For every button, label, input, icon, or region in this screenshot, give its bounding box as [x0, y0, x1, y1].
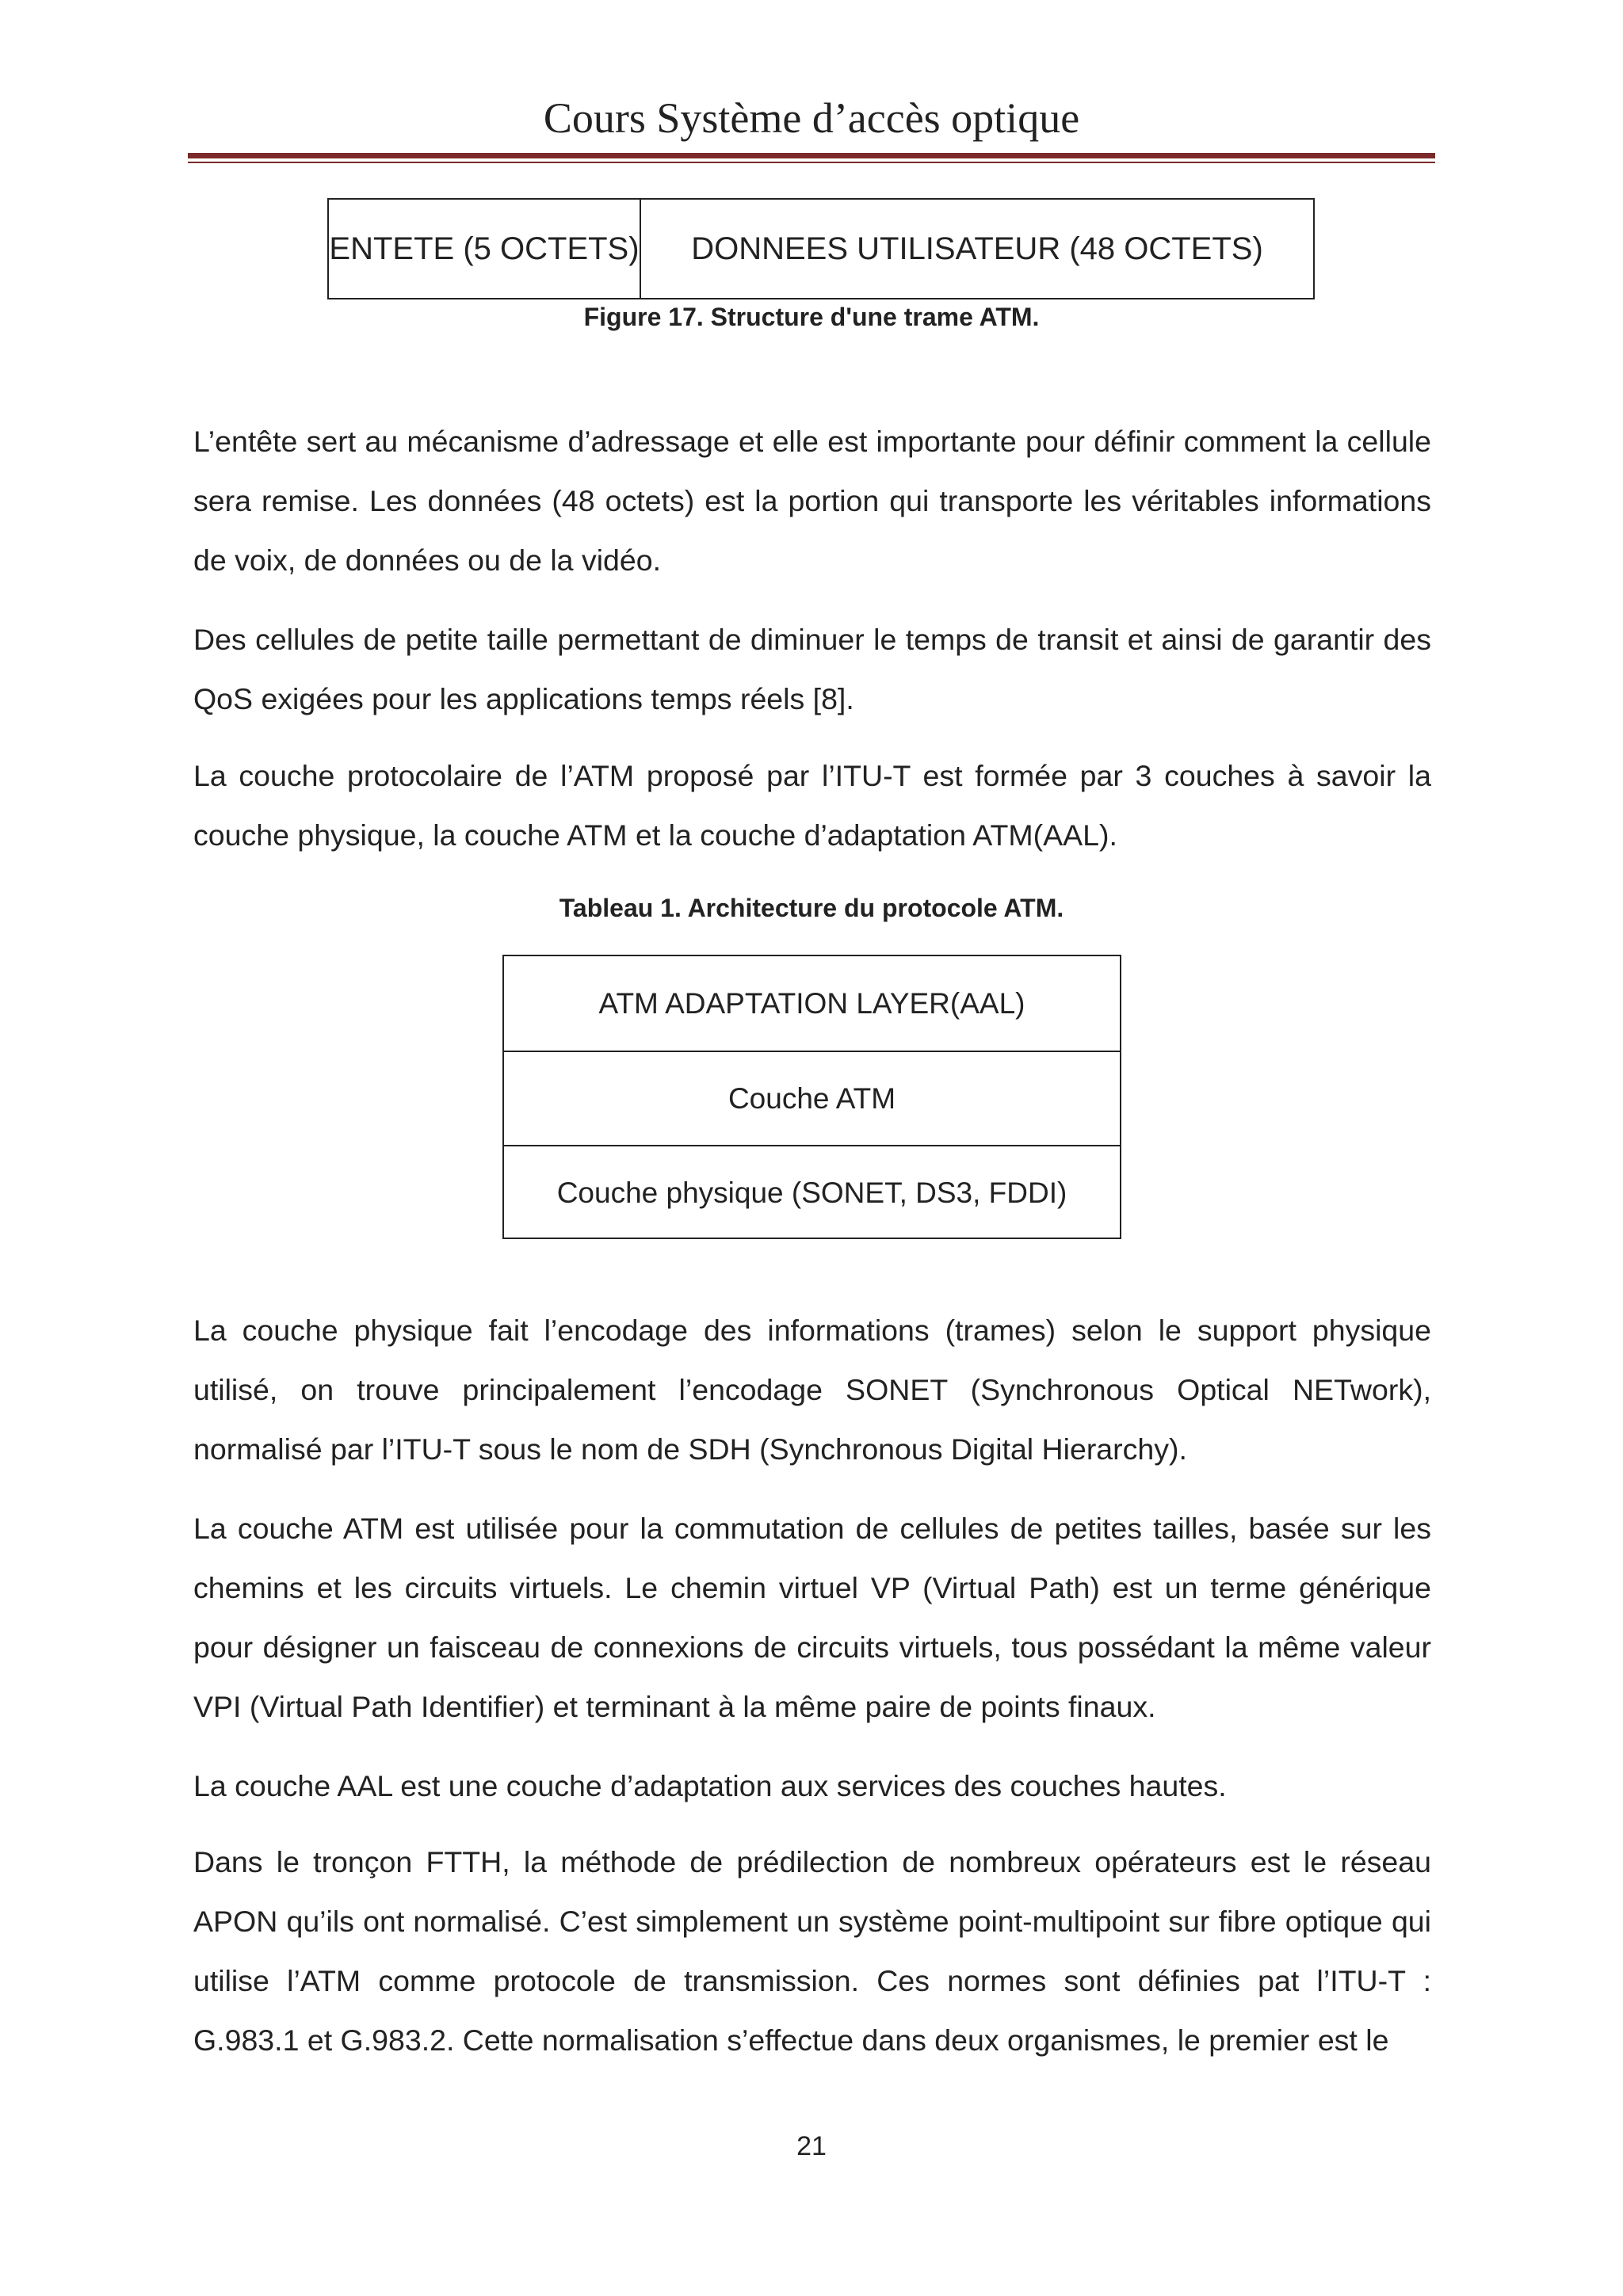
paragraph: Dans le tronçon FTTH, la méthode de prédilection de nombreux opérateurs est le réseau APON qu’ils ont normalisé. C’est simplement un système point-multipoint sur fibre optique qui utilise l’ATM comme protocole de transmission. Ces normes sont définies pat l’ITU-T : G.983.1 et G.983.2. Cette normalisation s’effectue dans deux organismes, le premier est le	[193, 1845, 1431, 2057]
header-rule-thin	[188, 162, 1435, 163]
page-number: 21	[796, 2131, 827, 2161]
paragraph: La couche physique fait l’encodage des informations (trames) selon le support physique utilisé, on trouve principalement l’encodage SONET (Synchronous Optical NETwork), normalisé par l’ITU-T sous le nom de SDH (Synchronous Digital Hierarchy).	[193, 1314, 1431, 1466]
table-row: ATM ADAPTATION LAYER(AAL)	[598, 986, 1025, 1020]
table-row: Couche ATM	[504, 1051, 1120, 1145]
atm-frame-structure-table	[327, 198, 1315, 299]
table-caption: Tableau 1. Architecture du protocole ATM.	[559, 894, 1064, 922]
frame-cell-payload: DONNEES UTILISATEUR (48 OCTETS)	[691, 231, 1263, 266]
figure-caption: Figure 17. Structure d'une trame ATM.	[583, 303, 1040, 331]
paragraph: L’entête sert au mécanisme d’adressage et elle est importante pour définir comment la cellule sera remise. Les données (48 octets) est la portion qui transporte les véritables informations de voix, de données ou de la vidéo.	[193, 425, 1431, 577]
atm-architecture-table	[502, 955, 1121, 1239]
paragraph: La couche ATM est utilisée pour la commutation de cellules de petites tailles, basée sur les chemins et les circuits virtuels. Le chemin virtuel VP (Virtual Path) est un terme générique pour désigner un faisceau de connexions de circuits virtuels, tous possédant la même valeur VPI (Virtual Path Identifier) et terminant à la même paire de points finaux.	[193, 1512, 1431, 1723]
paragraph: La couche protocolaire de l’ATM proposé par l’ITU-T est formée par 3 couches à savoir la couche physique, la couche ATM et la couche d’adaptation ATM(AAL).	[193, 759, 1431, 852]
header-title: Cours Système d’accès optique	[543, 94, 1080, 142]
header-rule-thick	[188, 153, 1435, 158]
paragraph: Des cellules de petite taille permettant de diminuer le temps de transit et ainsi de garantir des QoS exigées pour les applications temps réels [8].	[193, 623, 1431, 715]
table-row: Couche physique (SONET, DS3, FDDI)	[504, 1145, 1120, 1239]
paragraph: La couche AAL est une couche d’adaptation aux services des couches hautes.	[193, 1769, 1227, 1802]
frame-cell-header: ENTETE (5 OCTETS)	[329, 200, 641, 298]
